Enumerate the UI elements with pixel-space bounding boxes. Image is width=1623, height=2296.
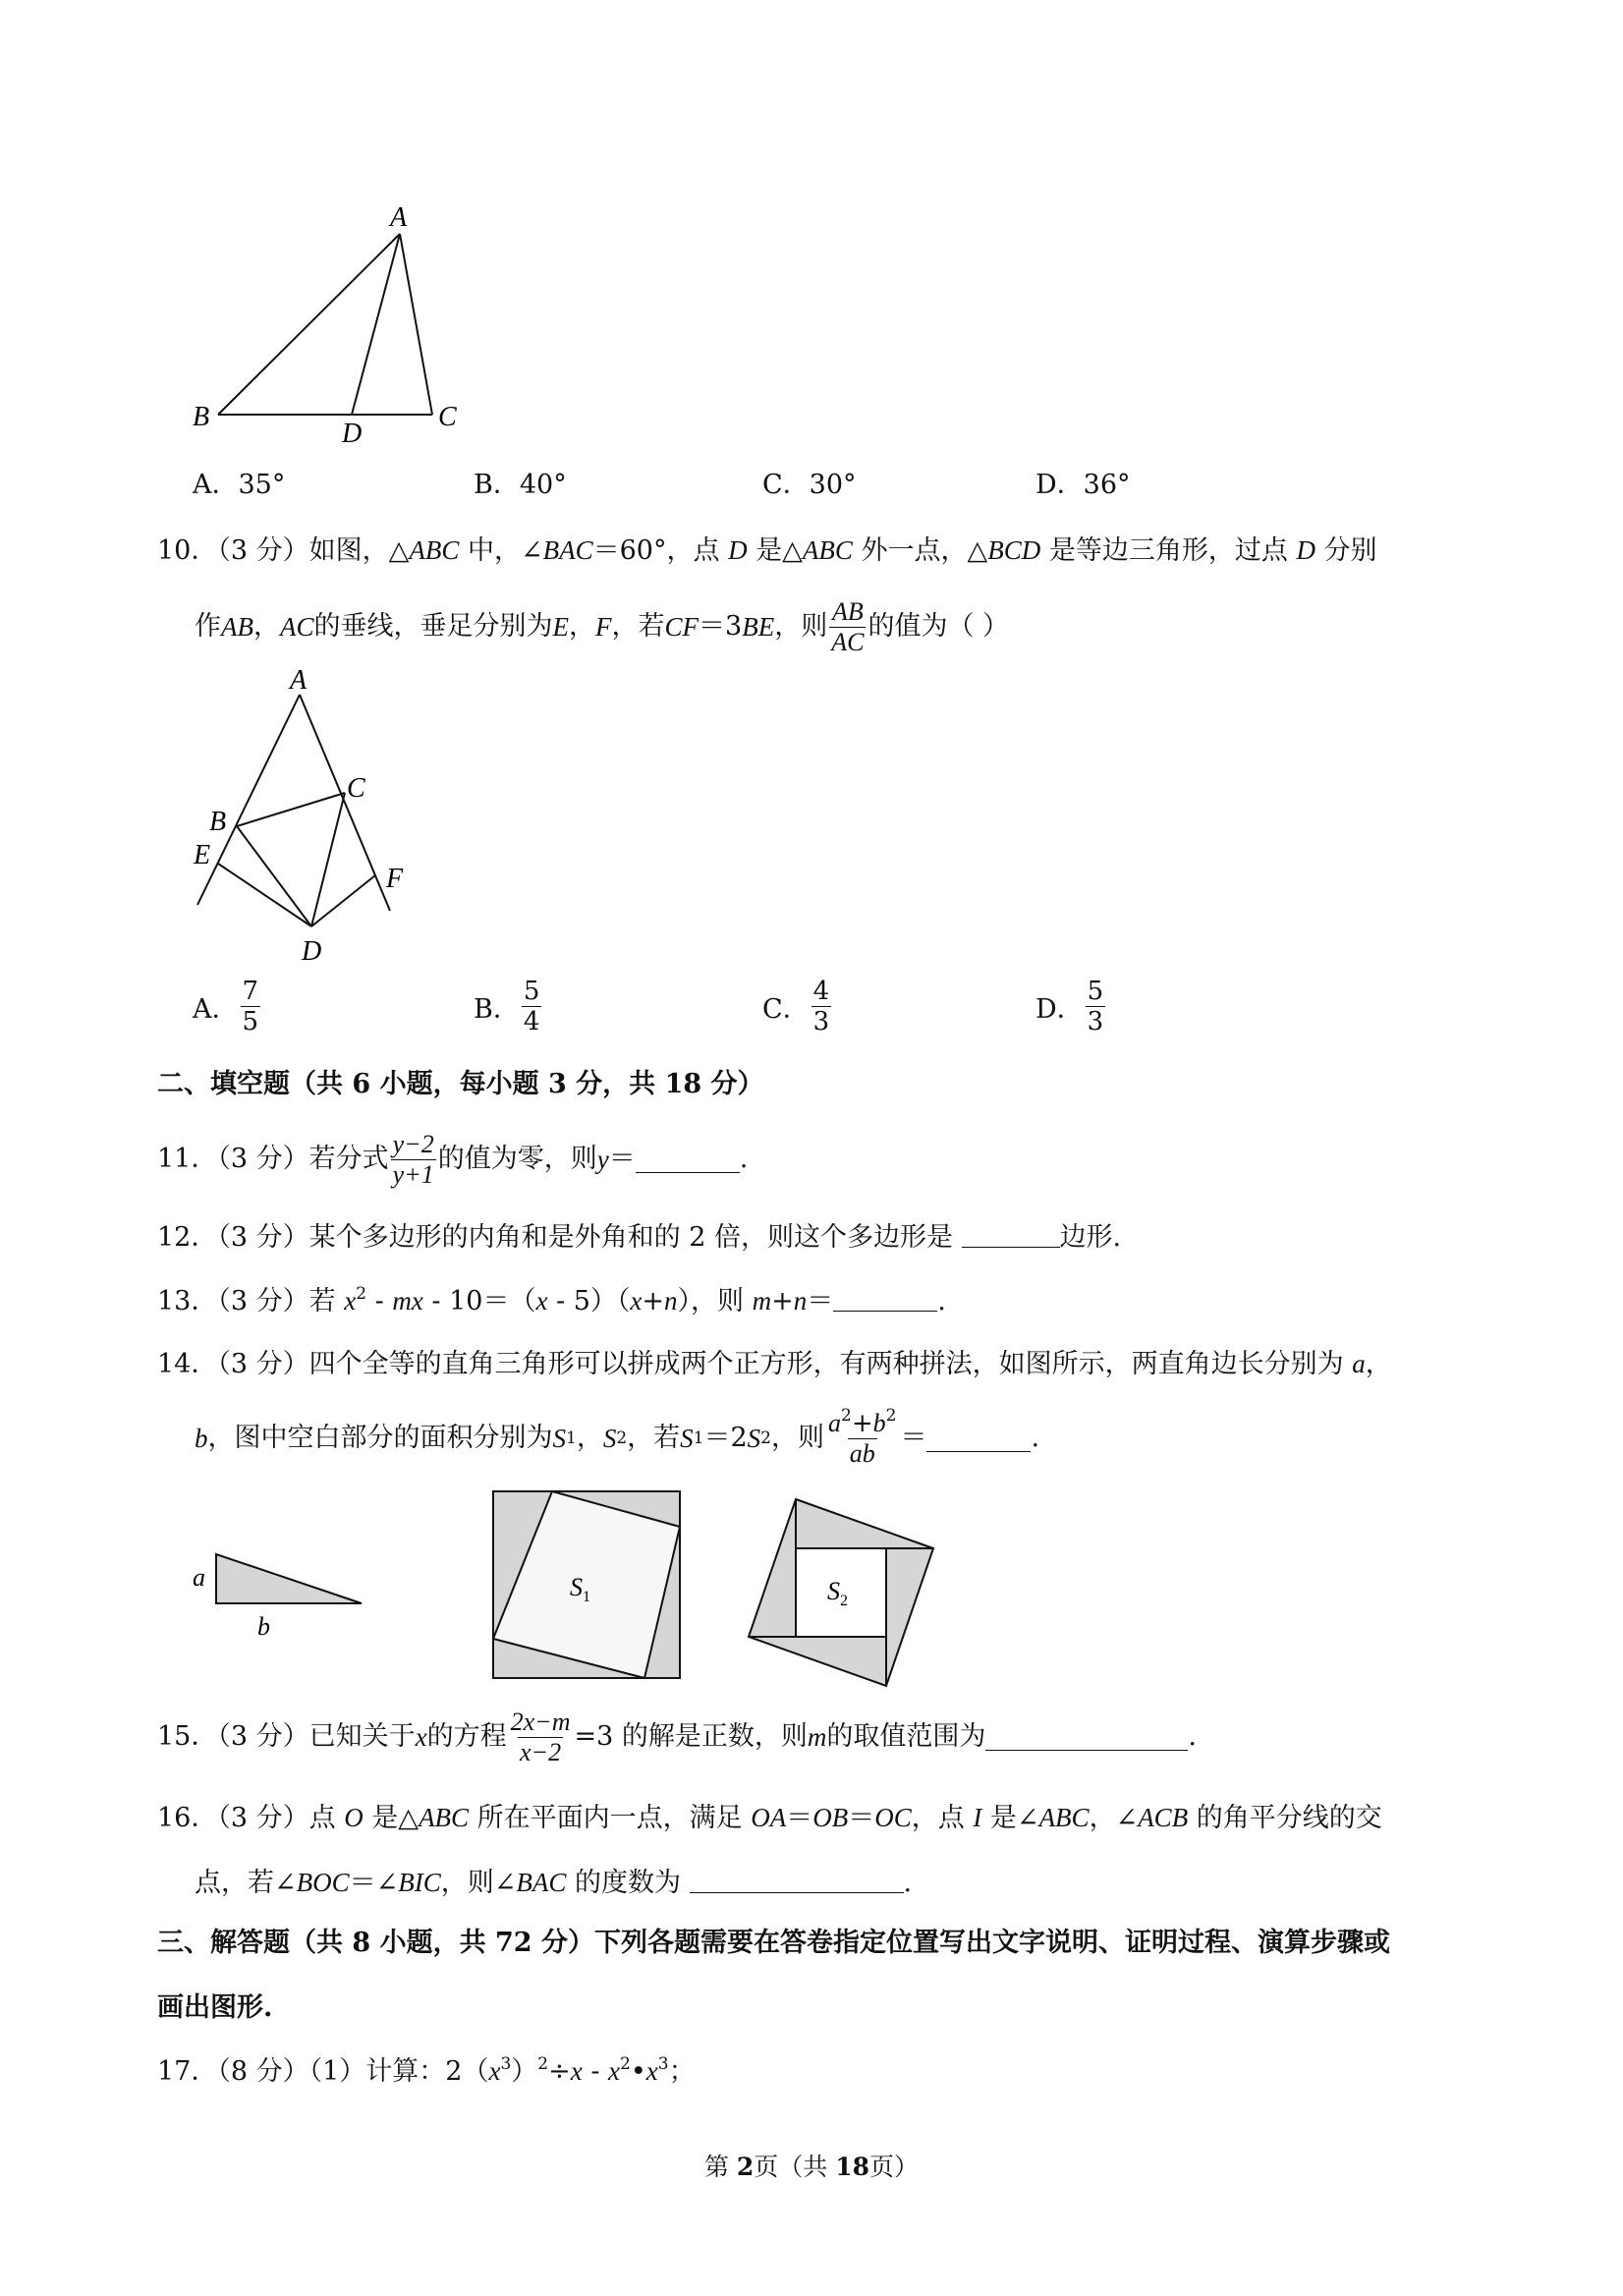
label-a: A — [290, 665, 308, 696]
q12-answer-blank[interactable] — [962, 1221, 1060, 1248]
q10-fraction: $\frac{AB}{AC}$ — [831, 596, 865, 656]
q14-line2: b ，图中空白部分的面积分别为 S 1 ， S 2 ，若 S 1 ＝2 S 2 ，则 $\frac{a^2+b^2}{ab}$ ＝ . — [195, 1405, 1040, 1468]
q10-line1: 10．（3 分）如图，△ABC 中，∠BAC＝60°，点 D 是△ABC 外一点，△BCD 是等边三角形，过点 D 分别 — [157, 535, 1377, 566]
q11-fraction: $\frac{y-2}{y+1}$ — [392, 1129, 434, 1189]
label-b: B — [193, 402, 210, 432]
label-d: D — [302, 936, 322, 967]
figure-q10 — [182, 663, 418, 968]
q14-answer-blank[interactable] — [926, 1426, 1031, 1452]
q10-option-c[interactable]: C． $\frac{4}{3}$ — [762, 977, 830, 1036]
label-s1: $S_1$ — [570, 1573, 590, 1605]
q14-line1: 14．（3 分）四个全等的直角三角形可以拼成两个正方形，有两种拼法，如图所示，两直角边长分别为 a， — [157, 1349, 1392, 1379]
section-3-title-cont: 画出图形. — [157, 1992, 273, 2023]
label-s2: $S_2$ — [827, 1577, 848, 1609]
q16-answer-blank[interactable] — [690, 1867, 904, 1893]
q13: 13．（3 分）若 $x^2$ - mx - 10＝（x - 5）（x+n），则 m+n＝ . — [157, 1284, 946, 1316]
figure-q14-triangle — [187, 1539, 373, 1647]
section-2-title: 二、填空题（共 6 小题，每小题 3 分，共 18 分） — [157, 1069, 764, 1099]
label-c: C — [347, 773, 365, 804]
label-b: B — [209, 807, 227, 837]
q9-option-d[interactable]: D．36° — [1035, 470, 1131, 500]
q9-option-c[interactable]: C．30° — [762, 470, 857, 500]
q16-line1: 16．（3 分）点 O 是△ABC 所在平面内一点，满足 OA＝OB＝OC，点 I 是∠ABC，∠ACB 的角平分线的交 — [157, 1803, 1382, 1833]
section-3-title: 三、解答题（共 8 小题，共 72 分）下列各题需要在答卷指定位置写出文字说明、证明过程、演算步骤或 — [157, 1928, 1390, 1958]
page-number: 2 — [736, 2153, 755, 2181]
page-footer: 第 2页（共 18页） — [703, 2153, 920, 2181]
q11-answer-blank[interactable] — [636, 1147, 740, 1173]
label-d: D — [342, 419, 363, 442]
q15: 15．（3 分）已知关于 x 的方程 $\frac{2x-m}{x-2}$ =3 的解是正数，则 m 的取值范围为 . — [157, 1707, 1197, 1766]
label-b: b — [257, 1612, 270, 1641]
q10-option-b[interactable]: B． $\frac{5}{4}$ — [474, 977, 540, 1036]
q10-option-d[interactable]: D． $\frac{5}{3}$ — [1035, 977, 1104, 1036]
q11: 11．（3 分）若分式 $\frac{y-2}{y+1}$ 的值为零，则 y ＝ . — [157, 1129, 749, 1189]
q9-option-b[interactable]: B．40° — [474, 470, 567, 500]
label-a: A — [390, 202, 408, 233]
q17: 17．（8 分）（1）计算：$2(x^3)^2\div x$ - $x^2•x^3$； — [157, 2054, 696, 2087]
figure-q14-square-s1 — [489, 1487, 684, 1682]
q10-line2: 作 AB ， AC 的垂线，垂足分别为 E ， F ，若 CF ＝3 BE ，则 $\frac{AB}{AC}$ 的值为（ ） — [195, 596, 1010, 656]
q12: 12．（3 分）某个多边形的内角和是外角和的 2 倍，则这个多边形是 边形. — [157, 1222, 1122, 1253]
q15-answer-blank[interactable] — [985, 1724, 1188, 1751]
label-c: C — [438, 402, 457, 432]
figure-q9 — [187, 196, 481, 442]
q14-fraction: $\frac{a^2+b^2}{ab}$ — [828, 1405, 897, 1468]
label-f: F — [386, 864, 404, 894]
q10-option-a[interactable]: A． $\frac{7}{5}$ — [193, 977, 259, 1036]
page-total: 18 — [835, 2153, 870, 2181]
figure-q14-square-s2 — [745, 1495, 939, 1690]
label-e: E — [194, 840, 211, 870]
q15-fraction: $\frac{2x-m}{x-2}$ — [510, 1707, 571, 1766]
q16-line2: 点，若∠BOC＝∠BIC，则∠BAC 的度数为 . — [195, 1868, 913, 1898]
q13-answer-blank[interactable] — [833, 1285, 937, 1312]
label-a: a — [193, 1563, 205, 1592]
q9-option-a[interactable]: A．35° — [193, 470, 286, 500]
